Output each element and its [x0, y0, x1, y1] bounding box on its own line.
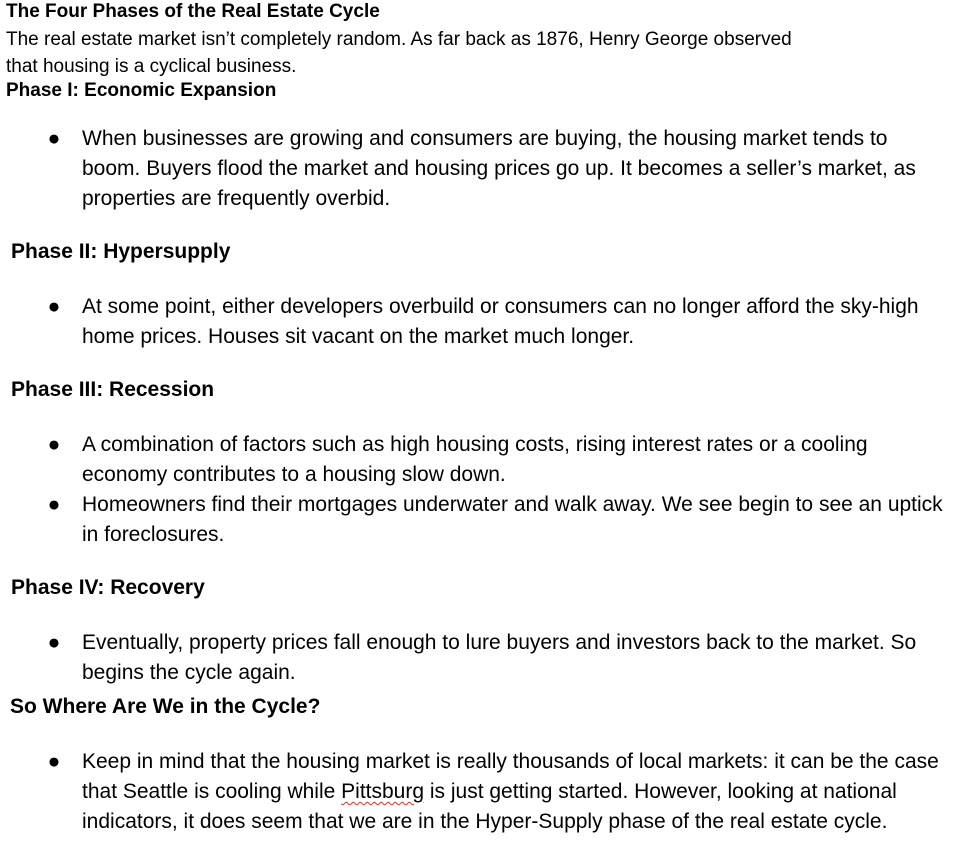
- bullet-icon: ●: [47, 433, 61, 456]
- list-item-text: Homeowners find their mortgages underwater and walk away. We see begin to see an uptick in foreclosures.: [82, 493, 943, 546]
- bullet-icon: ●: [47, 127, 61, 150]
- section-heading-phase-1: Phase I: Economic Expansion: [6, 80, 277, 101]
- list-item-text-start: Keep in mind that the housing market is really thousands of local markets: it can be the case that Seattle is cooling while: [82, 750, 939, 803]
- bullet-icon: ●: [47, 750, 61, 773]
- bullet-icon: ●: [47, 295, 61, 318]
- list-item-text: When businesses are growing and consumers are buying, the housing market tends to boom. Buyers flood the market and housing prices go up. It becomes a seller’s market, as properties are frequently overbid.: [82, 127, 916, 210]
- section-heading-phase-4: Phase IV: Recovery: [11, 576, 205, 599]
- list-item-text: Eventually, property prices fall enough to lure buyers and investors back to the market. So begins the cycle again.: [82, 631, 917, 684]
- section-heading-cycle-question: So Where Are We in the Cycle?: [10, 695, 321, 718]
- list-item-text-end: is just getting started. However, looking at national indicators, it does seem that we are in the Hyper-Supply phase of the real estate cycle.: [82, 780, 897, 833]
- misspelled-word[interactable]: Pittsburg: [341, 780, 425, 803]
- list-item-text: [82, 747, 948, 837]
- bullet-icon: ●: [47, 493, 61, 516]
- bullet-icon: ●: [47, 631, 61, 654]
- intro-paragraph: The real estate market isn’t completely random. As far back as 1876, Henry George observed that housing is a cyclical business.: [6, 29, 792, 77]
- section-heading-phase-2: Phase II: Hypersupply: [11, 240, 231, 263]
- list-item-text: At some point, either developers overbuild or consumers can no longer afford the sky-high home prices. Houses sit vacant on the market much longer.: [82, 295, 919, 348]
- section-heading-phase-3: Phase III: Recession: [11, 378, 215, 401]
- document-title: The Four Phases of the Real Estate Cycle: [6, 1, 380, 22]
- list-item-text: A combination of factors such as high housing costs, rising interest rates or a cooling economy contributes to a housing slow down.: [82, 433, 868, 486]
